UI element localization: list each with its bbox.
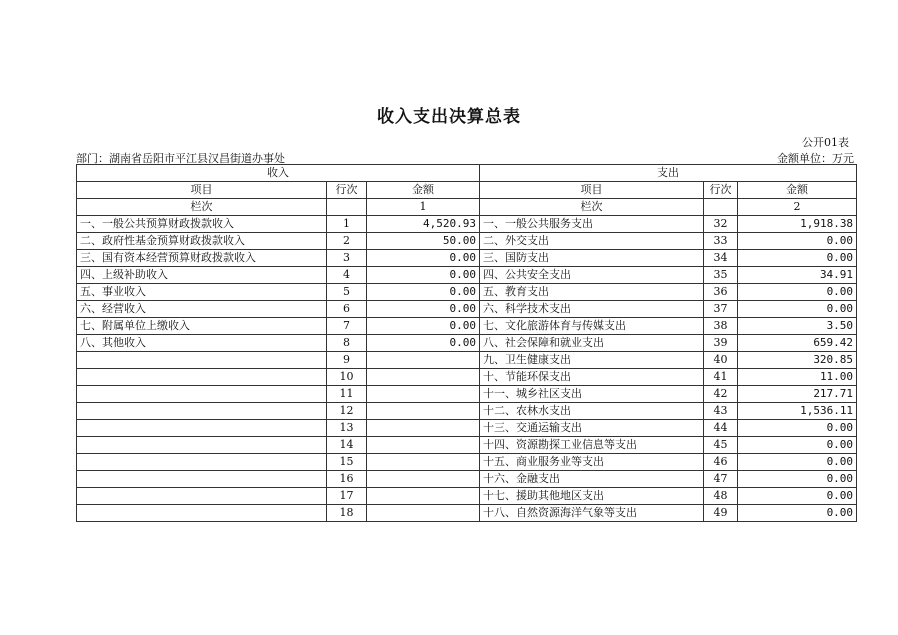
expense-line-no-cell: 42 [704, 386, 738, 403]
income-item-header: 项目 [77, 182, 327, 199]
expense-amount-cell: 0.00 [738, 505, 857, 522]
income-expense-table [76, 164, 857, 522]
expense-line-no-cell: 39 [704, 335, 738, 352]
income-line-no-cell: 2 [327, 233, 367, 250]
expense-amount-cell: 34.91 [738, 267, 857, 284]
income-line-no-cell: 16 [327, 471, 367, 488]
income-amount-cell [367, 386, 480, 403]
expense-item-cell: 十二、农林水支出 [480, 403, 704, 420]
income-amount-cell [367, 471, 480, 488]
income-item-cell: 八、其他收入 [77, 335, 327, 352]
income-item-cell [77, 352, 327, 369]
expense-item-header: 项目 [480, 182, 704, 199]
expense-line-no-cell: 49 [704, 505, 738, 522]
income-amount-cell [367, 437, 480, 454]
expense-line-no-cell: 33 [704, 233, 738, 250]
expense-amount-cell: 0.00 [738, 471, 857, 488]
expense-amount-cell: 0.00 [738, 284, 857, 301]
expense-line-no-cell: 36 [704, 284, 738, 301]
income-amount-cell: 50.00 [367, 233, 480, 250]
income-line-no-cell: 6 [327, 301, 367, 318]
income-item-cell [77, 420, 327, 437]
table-row [77, 284, 857, 301]
expense-line-no-cell: 38 [704, 318, 738, 335]
table-row [77, 335, 857, 352]
income-amount-cell: 0.00 [367, 267, 480, 284]
expense-line-no-cell: 45 [704, 437, 738, 454]
income-line-no-cell: 14 [327, 437, 367, 454]
income-item-cell: 七、附属单位上缴收入 [77, 318, 327, 335]
income-amount-cell: 0.00 [367, 318, 480, 335]
table-row [77, 369, 857, 386]
expense-line-no-cell: 41 [704, 369, 738, 386]
expense-amount-cell: 0.00 [738, 250, 857, 267]
income-amount-cell: 0.00 [367, 284, 480, 301]
income-section-header: 收入 [77, 165, 480, 182]
income-item-cell [77, 403, 327, 420]
income-line-no-cell: 9 [327, 352, 367, 369]
income-item-cell: 三、国有资本经营预算财政拨款收入 [77, 250, 327, 267]
expense-column-number: 2 [738, 199, 857, 216]
income-item-cell [77, 505, 327, 522]
expense-amount-cell: 0.00 [738, 301, 857, 318]
expense-item-cell: 十一、城乡社区支出 [480, 386, 704, 403]
table-row [77, 267, 857, 284]
income-column-blank [327, 199, 367, 216]
expense-line-no-cell: 47 [704, 471, 738, 488]
income-item-cell [77, 471, 327, 488]
table-row [77, 420, 857, 437]
expense-amount-cell: 0.00 [738, 233, 857, 250]
expense-amount-cell: 0.00 [738, 420, 857, 437]
income-item-cell: 二、政府性基金预算财政拨款收入 [77, 233, 327, 250]
expense-item-cell: 七、文化旅游体育与传媒支出 [480, 318, 704, 335]
income-item-cell [77, 369, 327, 386]
expense-line-no-cell: 40 [704, 352, 738, 369]
expense-item-cell: 十三、交通运输支出 [480, 420, 704, 437]
expense-amount-cell: 3.50 [738, 318, 857, 335]
table-body [77, 216, 857, 522]
expense-item-cell: 五、教育支出 [480, 284, 704, 301]
form-code: 公开01表 [802, 136, 849, 149]
income-item-cell [77, 488, 327, 505]
income-item-cell: 五、事业收入 [77, 284, 327, 301]
table-section-header-row [77, 165, 857, 182]
income-line-no-cell: 8 [327, 335, 367, 352]
income-item-cell [77, 386, 327, 403]
expense-item-cell: 二、外交支出 [480, 233, 704, 250]
expense-item-cell: 十七、援助其他地区支出 [480, 488, 704, 505]
expense-item-cell: 三、国防支出 [480, 250, 704, 267]
income-line-no-cell: 11 [327, 386, 367, 403]
income-line-no-cell: 3 [327, 250, 367, 267]
income-line-no-cell: 17 [327, 488, 367, 505]
income-amount-cell [367, 352, 480, 369]
expense-amount-cell: 1,536.11 [738, 403, 857, 420]
income-amount-cell: 0.00 [367, 250, 480, 267]
table-row [77, 488, 857, 505]
table-row [77, 352, 857, 369]
income-amount-header: 金额 [367, 182, 480, 199]
income-amount-cell: 4,520.93 [367, 216, 480, 233]
expense-item-cell: 十、节能环保支出 [480, 369, 704, 386]
expense-item-cell: 十四、资源勘探工业信息等支出 [480, 437, 704, 454]
expense-item-cell: 八、社会保障和就业支出 [480, 335, 704, 352]
income-amount-cell [367, 505, 480, 522]
table-row [77, 505, 857, 522]
income-line-no-cell: 4 [327, 267, 367, 284]
income-amount-cell [367, 420, 480, 437]
income-line-no-cell: 12 [327, 403, 367, 420]
income-line-no-cell: 1 [327, 216, 367, 233]
expense-line-no-cell: 48 [704, 488, 738, 505]
expense-item-cell: 十六、金融支出 [480, 471, 704, 488]
income-line-no-cell: 13 [327, 420, 367, 437]
income-line-no-cell: 18 [327, 505, 367, 522]
income-line-no-cell: 15 [327, 454, 367, 471]
table-row [77, 250, 857, 267]
expense-amount-cell: 0.00 [738, 454, 857, 471]
income-line-no-cell: 7 [327, 318, 367, 335]
income-column-label: 栏次 [77, 199, 327, 216]
expense-amount-cell: 1,918.38 [738, 216, 857, 233]
table-row [77, 471, 857, 488]
expense-item-cell: 四、公共安全支出 [480, 267, 704, 284]
income-amount-cell: 0.00 [367, 301, 480, 318]
expense-line-no-cell: 34 [704, 250, 738, 267]
expense-item-cell: 十五、商业服务业等支出 [480, 454, 704, 471]
income-item-cell [77, 454, 327, 471]
expense-amount-cell: 0.00 [738, 437, 857, 454]
expense-column-blank [704, 199, 738, 216]
table-row [77, 454, 857, 471]
table-row [77, 437, 857, 454]
income-line-no-cell: 5 [327, 284, 367, 301]
expense-column-label: 栏次 [480, 199, 704, 216]
expense-amount-cell: 217.71 [738, 386, 857, 403]
department-label: 部门：湖南省岳阳市平江县汉昌街道办事处 [76, 152, 285, 165]
expense-amount-cell: 320.85 [738, 352, 857, 369]
table-row [77, 318, 857, 335]
income-amount-cell [367, 369, 480, 386]
expense-item-cell: 九、卫生健康支出 [480, 352, 704, 369]
income-amount-cell [367, 454, 480, 471]
expense-amount-cell: 659.42 [738, 335, 857, 352]
table-row [77, 403, 857, 420]
income-item-cell: 一、一般公共预算财政拨款收入 [77, 216, 327, 233]
table-column-header-row [77, 182, 857, 199]
table-row [77, 301, 857, 318]
expense-item-cell: 一、一般公共服务支出 [480, 216, 704, 233]
page-title: 收入支出决算总表 [377, 107, 521, 127]
expense-line-no-cell: 37 [704, 301, 738, 318]
expense-line-no-cell: 46 [704, 454, 738, 471]
income-column-number: 1 [367, 199, 480, 216]
table-row [77, 233, 857, 250]
income-item-cell [77, 437, 327, 454]
expense-section-header: 支出 [480, 165, 857, 182]
income-amount-cell [367, 403, 480, 420]
amount-unit-label: 金额单位：万元 [777, 152, 854, 165]
income-amount-cell [367, 488, 480, 505]
income-line-no-cell: 10 [327, 369, 367, 386]
expense-line-no-cell: 43 [704, 403, 738, 420]
income-item-cell: 四、上级补助收入 [77, 267, 327, 284]
table-row [77, 386, 857, 403]
income-line-no-header: 行次 [327, 182, 367, 199]
expense-amount-header: 金额 [738, 182, 857, 199]
expense-line-no-cell: 44 [704, 420, 738, 437]
expense-amount-cell: 0.00 [738, 488, 857, 505]
income-item-cell: 六、经营收入 [77, 301, 327, 318]
expense-line-no-cell: 32 [704, 216, 738, 233]
table-row [77, 216, 857, 233]
expense-line-no-header: 行次 [704, 182, 738, 199]
income-amount-cell: 0.00 [367, 335, 480, 352]
table-column-number-row [77, 199, 857, 216]
expense-item-cell: 六、科学技术支出 [480, 301, 704, 318]
expense-amount-cell: 11.00 [738, 369, 857, 386]
expense-line-no-cell: 35 [704, 267, 738, 284]
expense-item-cell: 十八、自然资源海洋气象等支出 [480, 505, 704, 522]
